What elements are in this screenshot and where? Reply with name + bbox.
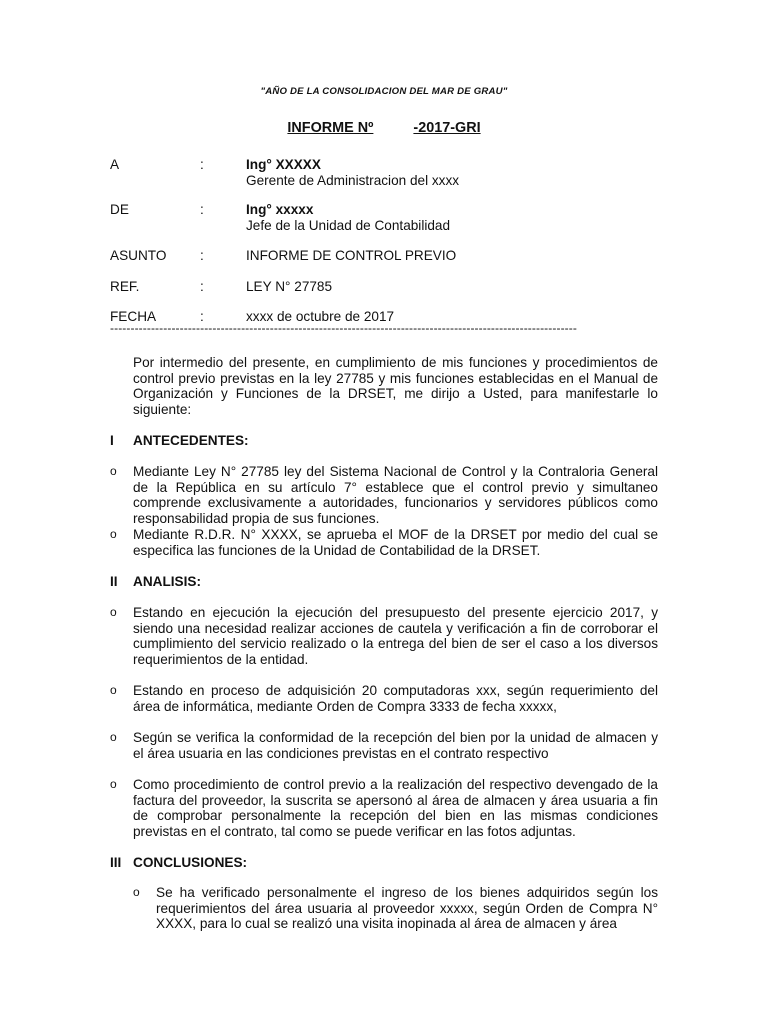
memo-from-colon: : [200, 202, 204, 217]
memo-from-label: DE [110, 202, 129, 217]
section-number: III [110, 855, 122, 870]
section-number: II [110, 574, 118, 589]
memo-from-role: Jefe de la Unidad de Contabilidad [246, 217, 451, 233]
motto-line: "AÑO DE LA CONSOLIDACION DEL MAR DE GRAU" [260, 86, 508, 97]
section-number: I [110, 433, 114, 448]
memo-from-row [110, 202, 670, 234]
memo-to-label: A [110, 157, 120, 172]
section-title: CONCLUSIONES: [133, 855, 248, 870]
memo-subject-value: INFORME DE CONTROL PREVIO [246, 248, 457, 263]
dashed-separator: ------------------------------------------------------------------------------------------------------------------ [110, 322, 577, 334]
memo-ref-row [110, 279, 670, 295]
memo-from-name: Ing° xxxxx [246, 202, 314, 217]
memo-to-role: Gerente de Administracion del xxxx [246, 172, 460, 188]
section-title: ANALISIS: [133, 574, 201, 589]
list-item-text: Mediante R.D.R. N° XXXX, se aprueba el MOF de la DRSET por medio del cual se especifica las funciones de la Unidad de Contabilidad de la DRSET. [133, 527, 658, 558]
report-title-number: INFORME Nº [287, 120, 374, 136]
list-item-text: Como procedimiento de control previo a la realización del respectivo devengado de la factura del proveedor, la suscrita se apersonó al área de almacen y área usuaria a fin de comprobar personalmente la recepción del bien en las mismas condiciones previstas en el contrato, tal como se puede verificar en las fotos adjuntas. [133, 777, 658, 839]
memo-date-colon: : [200, 309, 204, 324]
memo-ref-label: REF. [110, 279, 140, 294]
memo-subject-label: ASUNTO [110, 248, 167, 263]
bullet-icon: o [110, 464, 117, 478]
section-title: ANTECEDENTES: [133, 433, 249, 448]
list-item-text: Se ha verificado personalmente el ingreso de los bienes adquiridos según los requerimientos del área usuaria al proveedor xxxxx, según Orden de Compra N° XXXX, para lo cual se realizó una visita inopinada al área de almacen y área [156, 885, 658, 932]
memo-subject-row [110, 248, 670, 264]
bullet-icon: o [133, 885, 140, 899]
memo-to-row [110, 157, 670, 189]
bullet-icon: o [110, 527, 117, 541]
list-item-text: Según se verifica la conformidad de la recepción del bien por la unidad de almacen y el área usuaria en las condiciones previstas en el contrato respectivo [133, 730, 658, 761]
memo-to-name: Ing° XXXXX [246, 157, 321, 172]
memo-subject-colon: : [200, 248, 204, 263]
intro-paragraph: Por intermedio del presente, en cumplimiento de mis funciones y procedimientos de control previo previstas en la ley 27785 y mis funciones establecidas en el Manual de Organización y Funciones de la DRSET, me dirijo a Usted, para manifestarle lo siguiente: [133, 355, 658, 417]
memo-ref-colon: : [200, 279, 204, 294]
list-item-text: Estando en proceso de adquisición 20 computadoras xxx, según requerimiento del área de informática, mediante Orden de Compra 3333 de fecha xxxxx, [133, 683, 658, 714]
memo-to-colon: : [200, 157, 204, 172]
report-title [0, 121, 768, 137]
bullet-icon: o [110, 730, 117, 744]
list-item-text: Estando en ejecución la ejecución del presupuesto del presente ejercicio 2017, y siendo una necesidad realizar acciones de cautela y verificación a fin de corroborar el cumplimiento del servicio realizado o la entrega del bien de ser el caso a los diversos requerimientos de la entidad. [133, 605, 658, 667]
bullet-icon: o [110, 605, 117, 619]
list-item-text: Mediante Ley N° 27785 ley del Sistema Nacional de Control y la Contraloria General de la República en su artículo 7° establece que el control previo y simultaneo comprende exclusivamente a autoridades, funcionarios y servidores públicos como responsabilidad propia de sus funciones. [133, 464, 658, 526]
memo-date-value: xxxx de octubre de 2017 [246, 309, 395, 324]
memo-ref-value: LEY N° 27785 [246, 279, 333, 294]
memo-date-label: FECHA [110, 309, 157, 324]
bullet-icon: o [110, 777, 117, 791]
report-title-suffix: -2017-GRI [413, 120, 481, 136]
bullet-icon: o [110, 683, 117, 697]
